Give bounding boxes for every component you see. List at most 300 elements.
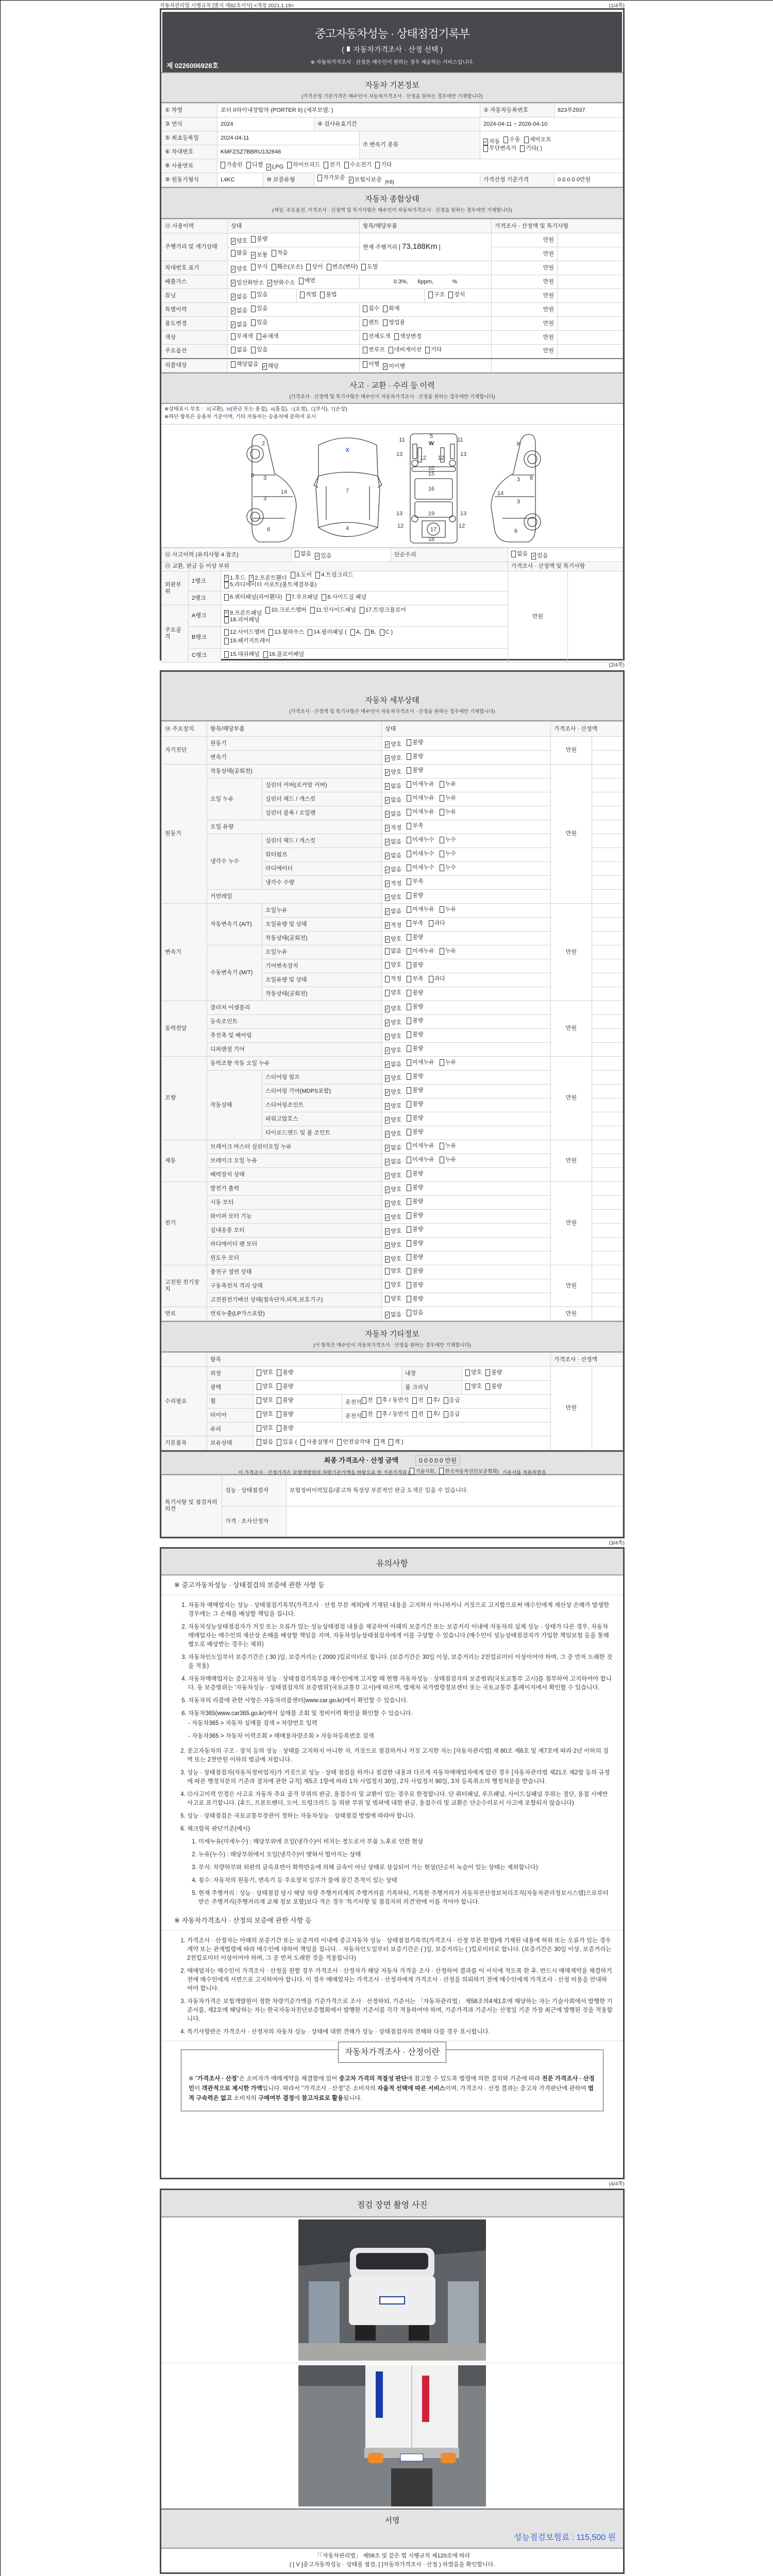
checked-box-icon[interactable]: ✓	[385, 1103, 390, 1109]
empty-box-icon[interactable]	[407, 920, 411, 927]
empty-box-icon[interactable]	[407, 865, 411, 871]
checked-box-icon[interactable]: ✓	[385, 1131, 390, 1137]
checked-box-icon[interactable]: ✓	[385, 769, 390, 775]
checkbox-option[interactable]	[267, 280, 295, 286]
checkbox-option[interactable]	[224, 582, 316, 588]
checked-box-icon[interactable]: ✓	[231, 280, 236, 285]
checkbox-option[interactable]	[231, 347, 247, 353]
checkbox-option[interactable]	[344, 162, 372, 168]
checkbox-option[interactable]	[385, 825, 401, 832]
empty-box-icon[interactable]	[407, 1254, 411, 1261]
checkbox-option[interactable]	[483, 145, 516, 152]
checked-box-icon[interactable]: ✓	[385, 755, 390, 761]
empty-box-icon[interactable]	[224, 594, 229, 601]
checked-box-icon[interactable]: ✓	[532, 553, 536, 558]
checkbox-option[interactable]	[362, 1411, 373, 1418]
empty-box-icon[interactable]	[425, 347, 430, 353]
checkbox-option[interactable]	[308, 629, 347, 636]
checked-box-icon[interactable]: ✓	[385, 1159, 390, 1164]
empty-box-icon[interactable]	[320, 292, 325, 298]
checkbox-option[interactable]	[383, 319, 405, 326]
empty-box-icon[interactable]	[407, 1226, 411, 1233]
checkbox-option[interactable]	[407, 1157, 434, 1163]
empty-box-icon[interactable]	[315, 572, 320, 579]
empty-box-icon[interactable]	[465, 1383, 470, 1390]
empty-box-icon[interactable]	[231, 250, 236, 257]
checkbox-option[interactable]	[291, 572, 312, 579]
checkbox-option[interactable]	[407, 823, 423, 829]
checkbox-option[interactable]	[277, 1439, 297, 1446]
empty-box-icon[interactable]	[306, 264, 311, 270]
checkbox-option[interactable]	[265, 607, 306, 614]
empty-box-icon[interactable]	[412, 1411, 417, 1418]
checkbox-option[interactable]	[407, 920, 423, 927]
checkbox-option[interactable]	[257, 1383, 273, 1390]
empty-box-icon[interactable]	[344, 162, 349, 168]
empty-box-icon[interactable]	[385, 1268, 390, 1275]
checkbox-option[interactable]	[407, 795, 434, 802]
price-input[interactable]	[592, 1168, 623, 1182]
checkbox-option[interactable]	[310, 607, 356, 614]
empty-box-icon[interactable]	[361, 264, 366, 270]
price-input[interactable]	[592, 1182, 623, 1196]
empty-box-icon[interactable]	[407, 823, 411, 829]
checked-box-icon[interactable]: ✓	[385, 1117, 390, 1123]
checkbox-option[interactable]	[407, 851, 434, 857]
empty-box-icon[interactable]	[440, 781, 444, 788]
checked-box-icon[interactable]: ✓	[385, 1187, 390, 1192]
empty-box-icon[interactable]	[440, 1059, 444, 1066]
checkbox-option[interactable]	[385, 839, 401, 845]
price-input[interactable]	[592, 737, 623, 751]
empty-box-icon[interactable]	[224, 629, 229, 636]
empty-box-icon[interactable]	[410, 1468, 414, 1475]
checked-box-icon[interactable]: ✓	[484, 139, 488, 144]
empty-box-icon[interactable]	[407, 1018, 411, 1024]
empty-box-icon[interactable]	[485, 1383, 490, 1390]
checked-box-icon[interactable]: ✓	[231, 294, 236, 299]
empty-box-icon[interactable]	[350, 629, 355, 636]
empty-box-icon[interactable]	[407, 1184, 411, 1191]
empty-box-icon[interactable]	[277, 1425, 281, 1432]
checkbox-option[interactable]	[385, 1256, 401, 1263]
checkbox-option[interactable]	[385, 1103, 401, 1110]
checkbox-option[interactable]	[385, 755, 401, 762]
checkbox-option[interactable]	[407, 1268, 423, 1275]
price-input[interactable]	[592, 1196, 623, 1210]
checkbox-option[interactable]	[407, 781, 434, 788]
empty-box-icon[interactable]	[428, 292, 433, 298]
price-input[interactable]	[592, 904, 623, 918]
checkbox-option[interactable]	[365, 629, 376, 636]
empty-box-icon[interactable]	[385, 948, 390, 955]
empty-box-icon[interactable]	[429, 920, 433, 927]
price-input[interactable]	[592, 1224, 623, 1238]
price-input[interactable]	[592, 1154, 623, 1168]
empty-box-icon[interactable]	[277, 1369, 281, 1376]
checkbox-option[interactable]	[257, 1411, 273, 1418]
checkbox-option[interactable]	[440, 906, 456, 913]
empty-box-icon[interactable]	[363, 319, 367, 326]
checkbox-option[interactable]	[407, 1212, 423, 1219]
price-input[interactable]	[592, 806, 623, 820]
empty-box-icon[interactable]	[440, 906, 444, 913]
empty-box-icon[interactable]	[524, 137, 529, 143]
checkbox-option[interactable]	[428, 292, 445, 298]
empty-box-icon[interactable]	[407, 1115, 411, 1122]
checked-box-icon[interactable]: ✓	[385, 1214, 390, 1220]
empty-box-icon[interactable]	[263, 651, 268, 658]
checkbox-option[interactable]	[224, 575, 245, 582]
empty-box-icon[interactable]	[272, 264, 276, 270]
price-select-option[interactable]: ( 자동차가격조사 · 산정 선택 )	[341, 45, 443, 54]
checked-box-icon[interactable]: ✓	[385, 1200, 390, 1206]
empty-box-icon[interactable]	[407, 753, 411, 760]
checkbox-option[interactable]	[407, 809, 434, 816]
empty-box-icon[interactable]	[385, 1282, 390, 1289]
checkbox-option[interactable]	[385, 1033, 401, 1040]
checkbox-option[interactable]	[385, 976, 401, 982]
price-input[interactable]	[592, 973, 623, 987]
checkbox-option[interactable]	[440, 851, 456, 857]
checkbox-option[interactable]	[385, 1228, 401, 1235]
empty-box-icon[interactable]	[407, 948, 411, 955]
checkbox-option[interactable]	[485, 1369, 502, 1376]
empty-box-icon[interactable]	[291, 572, 295, 579]
empty-box-icon[interactable]	[407, 739, 411, 746]
checked-box-icon[interactable]: ✓	[262, 363, 267, 369]
checked-box-icon[interactable]: ✓	[385, 880, 390, 886]
checked-box-icon[interactable]: ✓	[315, 553, 320, 558]
checkbox-option[interactable]	[363, 347, 385, 353]
checkbox-option[interactable]	[377, 1397, 409, 1404]
checkbox-option[interactable]	[246, 162, 263, 168]
checked-box-icon[interactable]: ✓	[385, 853, 390, 858]
price-input[interactable]	[592, 1015, 623, 1029]
checkbox-option[interactable]	[363, 361, 379, 368]
empty-box-icon[interactable]	[440, 851, 444, 857]
checkbox-option[interactable]	[322, 594, 366, 601]
price-input[interactable]	[592, 890, 623, 904]
checkbox-option[interactable]	[231, 238, 247, 245]
checkbox-option[interactable]	[440, 865, 456, 871]
empty-box-icon[interactable]	[407, 837, 411, 843]
empty-box-icon[interactable]	[407, 990, 411, 996]
checkbox-option[interactable]	[257, 1397, 273, 1404]
checkbox-option[interactable]	[262, 363, 279, 370]
empty-box-icon[interactable]	[224, 582, 229, 588]
empty-box-icon[interactable]	[277, 1411, 281, 1418]
checkbox-option[interactable]	[385, 962, 401, 969]
empty-box-icon[interactable]	[231, 347, 236, 353]
empty-box-icon[interactable]	[440, 795, 444, 802]
empty-box-icon[interactable]	[380, 629, 384, 636]
checkbox-option[interactable]	[231, 321, 247, 328]
checkbox-option[interactable]	[385, 769, 401, 776]
checkbox-option[interactable]	[427, 1397, 440, 1404]
empty-box-icon[interactable]	[407, 1157, 411, 1163]
checked-box-icon[interactable]: ✓	[231, 308, 236, 313]
checkbox-option[interactable]	[407, 1101, 423, 1108]
checkbox-option[interactable]	[524, 137, 552, 143]
checkbox-option[interactable]	[407, 1045, 423, 1052]
empty-box-icon[interactable]	[407, 767, 411, 774]
checked-box-icon[interactable]: ✓	[385, 908, 390, 914]
empty-box-icon[interactable]	[407, 878, 411, 885]
checkbox-option[interactable]	[224, 617, 260, 623]
empty-box-icon[interactable]	[257, 333, 261, 340]
checkbox-option[interactable]	[363, 319, 379, 326]
empty-box-icon[interactable]	[503, 137, 508, 143]
empty-box-icon[interactable]	[407, 1059, 411, 1066]
checkbox-option[interactable]	[389, 1439, 403, 1446]
empty-box-icon[interactable]	[272, 250, 276, 257]
empty-box-icon[interactable]	[407, 1129, 411, 1136]
empty-box-icon[interactable]	[520, 145, 525, 152]
price-input[interactable]	[592, 1210, 623, 1224]
checkbox-option[interactable]	[407, 1282, 423, 1289]
checkbox-option[interactable]	[440, 837, 456, 843]
checkbox-option[interactable]	[272, 250, 288, 257]
empty-box-icon[interactable]	[231, 333, 236, 340]
checked-box-icon[interactable]: ✓	[231, 321, 236, 327]
checked-box-icon[interactable]: ✓	[231, 266, 236, 272]
checkbox-option[interactable]	[251, 292, 267, 298]
checkbox-option[interactable]	[350, 629, 361, 636]
empty-box-icon[interactable]	[277, 1397, 281, 1404]
checkbox-option[interactable]	[277, 1425, 293, 1432]
checkbox-option[interactable]	[385, 1312, 401, 1318]
checked-box-icon[interactable]: ✓	[385, 1242, 390, 1248]
checkbox-option[interactable]	[385, 811, 401, 818]
empty-box-icon[interactable]	[407, 906, 411, 913]
empty-box-icon[interactable]	[362, 1397, 366, 1404]
checkbox-option[interactable]	[407, 1087, 423, 1094]
checkbox-option[interactable]	[444, 1397, 460, 1404]
checked-box-icon[interactable]: ✓	[383, 363, 388, 369]
checkbox-option[interactable]	[385, 922, 401, 929]
empty-box-icon[interactable]	[224, 651, 229, 658]
checkbox-option[interactable]	[272, 264, 303, 270]
checkbox-option[interactable]	[257, 1439, 273, 1446]
empty-box-icon[interactable]	[231, 361, 236, 368]
checkbox-option[interactable]	[385, 908, 401, 915]
checkbox-option[interactable]	[440, 1143, 456, 1149]
checked-box-icon[interactable]: ✓	[385, 783, 390, 789]
checked-box-icon[interactable]: ✓	[385, 1256, 390, 1262]
checkbox-option[interactable]	[221, 162, 243, 168]
checkbox-option[interactable]	[268, 629, 304, 636]
price-input[interactable]	[592, 987, 623, 1001]
checkbox-option[interactable]	[385, 1047, 401, 1054]
checkbox-option[interactable]	[383, 306, 399, 312]
checkbox-option[interactable]	[385, 1075, 401, 1082]
empty-box-icon[interactable]	[407, 1004, 411, 1010]
checkbox-option[interactable]	[224, 638, 271, 645]
checkbox-option[interactable]	[251, 319, 267, 326]
checkbox-option[interactable]	[389, 347, 422, 353]
empty-box-icon[interactable]	[324, 162, 328, 168]
empty-box-icon[interactable]	[427, 1397, 432, 1404]
empty-box-icon[interactable]	[277, 1383, 281, 1390]
checkbox-option[interactable]	[407, 1171, 423, 1177]
checkbox-option[interactable]	[407, 1310, 423, 1316]
empty-box-icon[interactable]	[374, 1439, 379, 1446]
checkbox-option[interactable]	[231, 294, 247, 300]
price-input[interactable]	[592, 1098, 623, 1112]
empty-box-icon[interactable]	[389, 347, 393, 353]
checkbox-option[interactable]	[363, 306, 379, 312]
empty-box-icon[interactable]	[511, 551, 516, 557]
empty-box-icon[interactable]	[310, 607, 315, 614]
checkbox-option[interactable]	[440, 1059, 456, 1066]
checkbox-option[interactable]	[407, 1226, 423, 1233]
price-input[interactable]	[592, 1251, 623, 1265]
checkbox-option[interactable]	[465, 1369, 482, 1376]
checked-box-icon[interactable]: ✓	[385, 1075, 390, 1081]
empty-box-icon[interactable]	[407, 1212, 411, 1219]
price-input[interactable]	[592, 1293, 623, 1307]
empty-box-icon[interactable]	[337, 1439, 342, 1446]
checkbox-option[interactable]	[231, 266, 247, 273]
checkbox-option[interactable]	[485, 1383, 502, 1390]
checked-box-icon[interactable]: ✓	[385, 1145, 390, 1150]
checkbox-option[interactable]	[440, 795, 456, 802]
checkbox-option[interactable]	[231, 361, 259, 368]
price-input[interactable]	[592, 778, 623, 792]
checkbox-option[interactable]	[385, 990, 401, 996]
checkbox-option[interactable]	[385, 1200, 401, 1207]
checked-box-icon[interactable]: ✓	[385, 811, 390, 817]
empty-box-icon[interactable]	[299, 278, 304, 284]
checkbox-option[interactable]	[315, 553, 331, 560]
checkbox-option[interactable]	[362, 1397, 373, 1404]
price-input[interactable]	[592, 751, 623, 765]
price-input[interactable]	[592, 1084, 623, 1098]
empty-box-icon[interactable]	[440, 865, 444, 871]
empty-box-icon[interactable]	[407, 851, 411, 857]
empty-box-icon[interactable]	[394, 333, 399, 340]
checkbox-option[interactable]	[324, 162, 340, 168]
checkbox-option[interactable]	[440, 809, 456, 816]
checked-box-icon[interactable]: ✓	[385, 867, 390, 872]
price-input[interactable]	[592, 1140, 623, 1154]
checkbox-option[interactable]	[349, 177, 382, 183]
empty-box-icon[interactable]	[407, 1310, 411, 1316]
empty-box-icon[interactable]	[251, 236, 256, 243]
empty-box-icon[interactable]	[439, 1468, 444, 1475]
checkbox-option[interactable]	[231, 308, 247, 314]
empty-box-icon[interactable]	[257, 1411, 261, 1418]
checkbox-option[interactable]	[287, 162, 320, 168]
checkbox-option[interactable]	[266, 164, 283, 171]
price-input[interactable]	[592, 1057, 623, 1071]
checked-box-icon[interactable]: ✓	[267, 164, 271, 170]
checkbox-option[interactable]	[407, 934, 423, 941]
empty-box-icon[interactable]	[363, 347, 367, 353]
checkbox-option[interactable]	[383, 363, 405, 370]
checked-box-icon[interactable]: ✓	[385, 936, 390, 942]
checkbox-option[interactable]	[407, 1031, 423, 1038]
checkbox-option[interactable]	[277, 1411, 293, 1418]
checkbox-option[interactable]	[407, 1073, 423, 1080]
price-input[interactable]	[592, 959, 623, 973]
empty-box-icon[interactable]	[224, 638, 229, 645]
empty-box-icon[interactable]	[363, 333, 367, 340]
empty-box-icon[interactable]	[407, 1240, 411, 1247]
empty-box-icon[interactable]	[362, 1411, 366, 1418]
empty-box-icon[interactable]	[251, 264, 256, 270]
empty-box-icon[interactable]	[407, 1282, 411, 1289]
checkbox-option[interactable]	[224, 610, 262, 617]
price-input[interactable]	[592, 1043, 623, 1057]
checkbox-option[interactable]	[407, 1296, 423, 1302]
checkbox-option[interactable]	[286, 594, 318, 601]
checkbox-option[interactable]	[385, 1282, 401, 1289]
checkbox-option[interactable]	[375, 162, 392, 168]
checkbox-option[interactable]	[224, 651, 260, 658]
checkbox-option[interactable]	[385, 783, 401, 790]
checkbox-option[interactable]	[385, 1089, 401, 1096]
price-input[interactable]	[592, 1238, 623, 1251]
price-input[interactable]	[592, 1279, 623, 1293]
empty-box-icon[interactable]	[246, 162, 251, 168]
price-input[interactable]	[592, 1112, 623, 1126]
empty-box-icon[interactable]	[383, 306, 388, 312]
checkbox-option[interactable]	[363, 333, 391, 340]
checkbox-option[interactable]	[407, 878, 423, 885]
checkbox-option[interactable]	[407, 1198, 423, 1205]
price-input[interactable]	[592, 918, 623, 931]
checkbox-option[interactable]	[385, 1173, 401, 1179]
empty-box-icon[interactable]	[407, 1198, 411, 1205]
checkbox-option[interactable]	[251, 306, 267, 312]
checked-box-icon[interactable]: ✓	[385, 1033, 390, 1039]
checkbox-option[interactable]	[277, 1397, 293, 1404]
empty-box-icon[interactable]	[224, 617, 229, 623]
checkbox-option[interactable]	[407, 1184, 423, 1191]
checkbox-option[interactable]	[263, 651, 304, 658]
checkbox-option[interactable]	[444, 1411, 460, 1418]
checked-box-icon[interactable]	[224, 575, 229, 582]
checkbox-option[interactable]	[251, 347, 267, 353]
checkbox-option[interactable]	[448, 292, 465, 298]
checkbox-option[interactable]	[407, 1059, 434, 1066]
checkbox-option[interactable]	[251, 264, 267, 270]
checkbox-option[interactable]	[394, 333, 422, 340]
empty-box-icon[interactable]	[377, 1411, 381, 1418]
checkbox-option[interactable]	[277, 1369, 293, 1376]
empty-box-icon[interactable]	[327, 264, 331, 270]
checkbox-option[interactable]	[407, 1240, 423, 1247]
checkbox-option[interactable]	[407, 948, 434, 955]
checkbox-option[interactable]	[407, 990, 423, 996]
checkbox-option[interactable]	[407, 767, 423, 774]
empty-box-icon[interactable]	[485, 1369, 490, 1376]
checkbox-option[interactable]	[385, 1296, 401, 1302]
checked-box-icon[interactable]	[249, 575, 254, 582]
empty-box-icon[interactable]	[429, 976, 433, 982]
checkbox-option[interactable]	[385, 1117, 401, 1124]
checkbox-option[interactable]	[257, 1369, 273, 1376]
checkbox-option[interactable]	[407, 1018, 423, 1024]
checkbox-option[interactable]	[306, 264, 323, 270]
checkbox-option[interactable]	[277, 1383, 293, 1390]
empty-box-icon[interactable]	[287, 162, 292, 168]
price-input[interactable]	[592, 1071, 623, 1084]
empty-box-icon[interactable]	[389, 1439, 393, 1446]
checkbox-option[interactable]	[385, 1061, 401, 1068]
